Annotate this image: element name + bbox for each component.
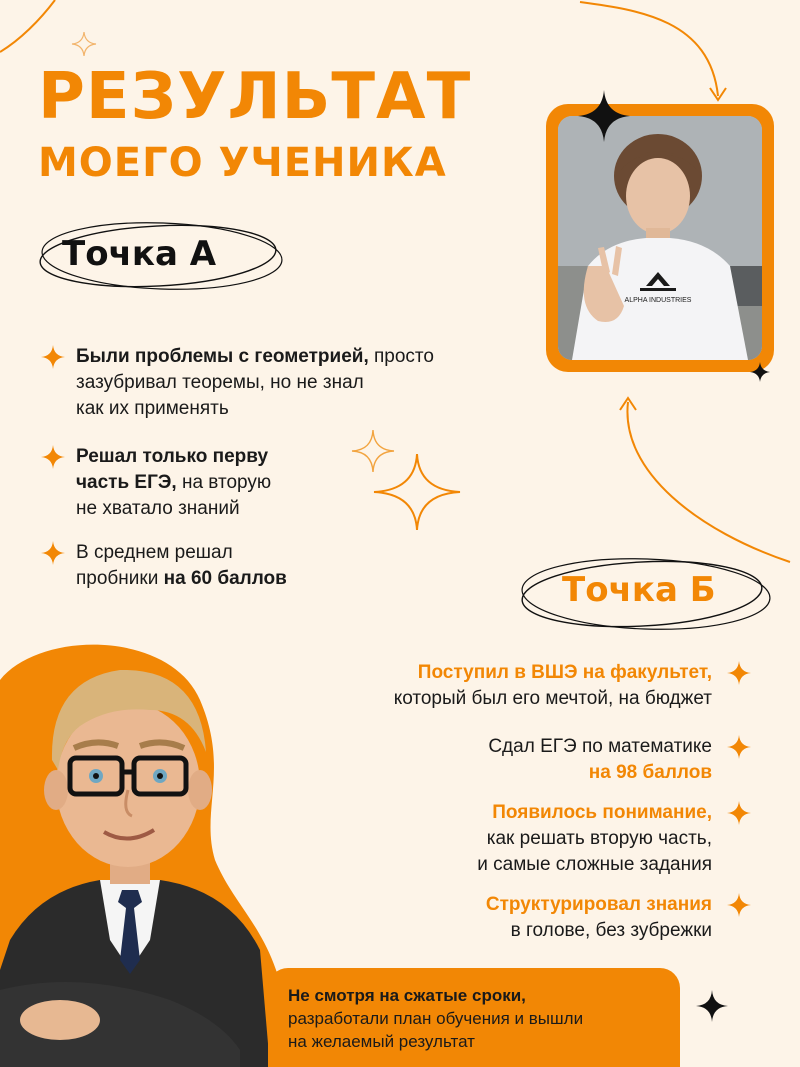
point-a-item-2 bbox=[40, 444, 271, 522]
title-line-1: РЕЗУЛЬТАТ bbox=[38, 60, 472, 134]
point-a-item-3 bbox=[40, 540, 287, 592]
title-line-2: МОЕГО УЧЕНИКА bbox=[38, 140, 447, 186]
student-photo-frame bbox=[546, 104, 774, 372]
student-photo bbox=[558, 116, 762, 360]
sparkle-icon bbox=[40, 540, 66, 566]
point-b-item-2-line1: Сдал ЕГЭ по математике bbox=[488, 736, 712, 757]
sparkle-icon bbox=[726, 800, 752, 826]
point-a-item-2-bold2: часть ЕГЭ, bbox=[76, 472, 177, 493]
sparkle-icon bbox=[750, 362, 770, 382]
shirt-brand-text: ALPHA INDUSTRIES bbox=[624, 297, 692, 304]
footer-banner bbox=[268, 968, 680, 1067]
point-a-item-1-rest: просто bbox=[368, 346, 434, 367]
point-a-item-2-line3: не хватало знаний bbox=[76, 498, 240, 519]
point-b-item-1 bbox=[394, 660, 752, 712]
curved-arrow-middle bbox=[610, 392, 800, 572]
point-a-item-3-bold: на 60 баллов bbox=[163, 568, 287, 589]
point-a-item-2-bold1: Решал только перву bbox=[76, 446, 269, 467]
point-a-item-1-line3: как их применять bbox=[76, 398, 229, 419]
sparkle-outline-icon bbox=[372, 452, 462, 532]
point-b-label: Точка Б bbox=[562, 570, 716, 610]
tutor-avatar-illustration bbox=[0, 640, 300, 1067]
point-b-item-4-accent: Структурировал знания bbox=[485, 894, 712, 915]
sparkle-icon bbox=[726, 892, 752, 918]
point-b-item-1-accent: Поступил в ВШЭ на факультет, bbox=[417, 662, 712, 683]
point-a-label: Точка А bbox=[62, 234, 217, 274]
point-a-item-3-line1: В среднем решал bbox=[76, 542, 233, 563]
point-b-item-3-accent: Появилось понимание, bbox=[492, 802, 712, 823]
point-b-item-4-line2: в голове, без зубрежки bbox=[510, 920, 712, 941]
sparkle-icon bbox=[726, 660, 752, 686]
point-b-item-2 bbox=[488, 734, 752, 786]
sparkle-icon bbox=[578, 90, 630, 142]
footer-line3: на желаемый результат bbox=[288, 1032, 475, 1051]
point-a-item-3-pre: пробники bbox=[76, 568, 164, 589]
sparkle-icon bbox=[696, 990, 728, 1022]
point-b-item-2-accent: на 98 баллов bbox=[588, 762, 712, 783]
point-a-item-1 bbox=[40, 344, 434, 422]
point-b-item-4 bbox=[486, 892, 752, 944]
point-a-item-1-bold: Были проблемы с геометрией, bbox=[76, 346, 369, 367]
footer-line2: разработали план обучения и вышли bbox=[288, 1009, 584, 1028]
point-a-item-1-line2: зазубривал теоремы, но не знал bbox=[76, 372, 364, 393]
point-b-item-3-line3: и самые сложные задания bbox=[477, 854, 712, 875]
point-b-item-1-line2: который был его мечтой, на бюджет bbox=[393, 688, 712, 709]
point-b-item-3-line2: как решать вторую часть, bbox=[486, 828, 712, 849]
sparkle-icon bbox=[40, 344, 66, 370]
sparkle-outline-icon bbox=[70, 30, 98, 58]
point-b-item-3 bbox=[477, 800, 752, 878]
point-a-item-2-rest: на вторую bbox=[176, 472, 272, 493]
sparkle-icon bbox=[40, 444, 66, 470]
sparkle-icon bbox=[726, 734, 752, 760]
footer-bold: Не смотря на сжатые сроки, bbox=[288, 986, 526, 1005]
